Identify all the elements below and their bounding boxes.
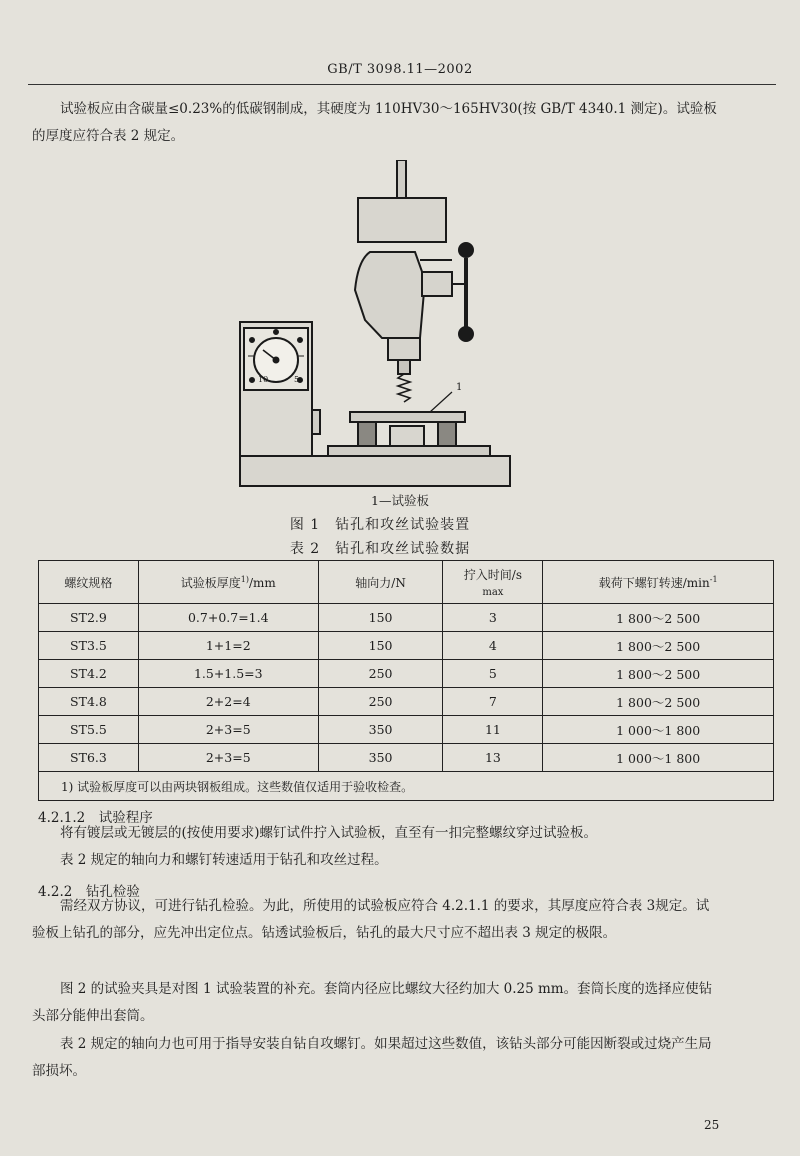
table-footnote: 1) 试验板厚度可以由两块钢板组成。这些数值仅适用于验收检查。 — [39, 772, 774, 801]
drill-clamp — [422, 272, 452, 296]
machine-base — [240, 456, 510, 486]
col-header-speed: 载荷下螺钉转速$/\min^{-1}$ — [543, 561, 774, 604]
section-422-paragraph-3: 表 2 规定的轴向力也可用于指导安装自钻自攻螺钉。如果超过这些数值，该钻头部分可能因断裂或过烧产生局部损坏。 — [32, 1036, 712, 1079]
screw-specimen — [398, 374, 410, 402]
standard-header: GB/T 3098.11—2002 — [327, 62, 473, 77]
cell-force: 250 — [318, 688, 443, 716]
callout-leader — [430, 392, 452, 412]
cell-force: 350 — [318, 716, 443, 744]
table-header-row — [39, 561, 774, 604]
cell-spec: ST2.9 — [39, 604, 139, 632]
section-heading-4212: 4.2.1.2 试验程序 — [38, 810, 153, 826]
table-footnote-row — [39, 772, 774, 801]
cell-speed: 1 000～1 800 — [543, 716, 774, 744]
col-header-force: 轴向力/N — [318, 561, 443, 604]
base-table — [328, 446, 490, 456]
drill-housing — [355, 252, 425, 338]
cell-spec: ST4.2 — [39, 660, 139, 688]
cell-thickness: 2+2=4 — [138, 688, 318, 716]
cell-time: 3 — [443, 604, 543, 632]
page-number: 25 — [704, 1118, 720, 1132]
cell-time: 4 — [443, 632, 543, 660]
section-4212-paragraph-1: 将有镀层或无镀层的(按使用要求)螺钉试件拧入试验板，直至有一扣完整螺纹穿过试验板。 — [60, 825, 598, 841]
cell-spec: ST4.8 — [39, 688, 139, 716]
figure-1-caption: 图 1 钻孔和攻丝试验装置 — [289, 517, 471, 533]
gauge-mark-10: 10 — [258, 375, 269, 384]
table-row — [39, 716, 774, 744]
figure-legend: 1—试验板 — [371, 493, 429, 508]
table-row — [39, 660, 774, 688]
figure-1-drill-test-apparatus — [230, 160, 530, 500]
plate-support-right — [438, 422, 456, 446]
cell-thickness: 1+1=2 — [138, 632, 318, 660]
cell-thickness: 1.5+1.5=3 — [138, 660, 318, 688]
table-row — [39, 632, 774, 660]
cell-speed: 1 800～2 500 — [543, 660, 774, 688]
spindle-rod — [397, 160, 406, 198]
section-heading-422: 4.2.2 钻孔检验 — [38, 884, 140, 900]
cell-spec: ST3.5 — [39, 632, 139, 660]
cell-spec: ST6.3 — [39, 744, 139, 772]
header-rule — [28, 84, 776, 85]
cell-time: 7 — [443, 688, 543, 716]
col-header-spec: 螺纹规格 — [39, 561, 139, 604]
section-4212-paragraph-2: 表 2 规定的轴向力和螺钉转速适用于钻孔和攻丝过程。 — [60, 852, 388, 868]
cell-speed: 1 800～2 500 — [543, 632, 774, 660]
section-422-paragraph-1: 需经双方协议，可进行钻孔检验。为此，所使用的试验板应符合 4.2.1.1 的要求，其厚度应符合表 3规定。试验板上钻孔的部分，应先冲出定位点。钻透试验板后，钻孔的最大尺寸应不超出表 3 规定的极限。 — [32, 898, 710, 941]
table-row — [39, 688, 774, 716]
cell-speed: 1 800～2 500 — [543, 688, 774, 716]
lever-knob-top — [459, 243, 473, 257]
weight-block — [358, 198, 446, 242]
cell-force: 150 — [318, 632, 443, 660]
cell-spec: ST5.5 — [39, 716, 139, 744]
cell-time: 11 — [443, 716, 543, 744]
table-2-drill-tapping-data — [38, 560, 774, 801]
cell-speed: 1 800～2 500 — [543, 604, 774, 632]
gauge-mark-5: 5 — [294, 375, 300, 384]
table-row — [39, 744, 774, 772]
cell-force: 350 — [318, 744, 443, 772]
intro-paragraph: 试验板应由含碳量≤0.23%的低碳钢制成，其硬度为 110HV30～165HV30(按 GB/T 4340.1 测定)。试验板的厚度应符合表 2 规定。 — [32, 101, 717, 144]
cell-force: 250 — [318, 660, 443, 688]
cell-thickness: 2+3=5 — [138, 744, 318, 772]
cell-thickness: 0.7+0.7=1.4 — [138, 604, 318, 632]
drill-apparatus-drawing — [230, 160, 530, 500]
cell-time: 13 — [443, 744, 543, 772]
callout-label: 1 — [456, 382, 463, 393]
col-header-thickness: 试验板厚度$^{1)}$/mm — [138, 561, 318, 604]
cell-force: 150 — [318, 604, 443, 632]
table-row — [39, 604, 774, 632]
test-plate — [350, 412, 465, 422]
cell-thickness: 2+3=5 — [138, 716, 318, 744]
plate-support-left — [358, 422, 376, 446]
chuck — [388, 338, 420, 360]
cell-speed: 1 000～1 800 — [543, 744, 774, 772]
section-422-paragraph-2: 图 2 的试验夹具是对图 1 试验装置的补充。套筒内径应比螺纹大径约加大 0.25 mm。套筒长度的选择应使钻头部分能伸出套筒。 — [32, 981, 713, 1024]
table-2-caption: 表 2 钻孔和攻丝试验数据 — [289, 541, 471, 557]
lever-knob-bottom — [459, 327, 473, 341]
cell-time: 5 — [443, 660, 543, 688]
col-header-time: 拧入时间/s max — [443, 561, 543, 604]
